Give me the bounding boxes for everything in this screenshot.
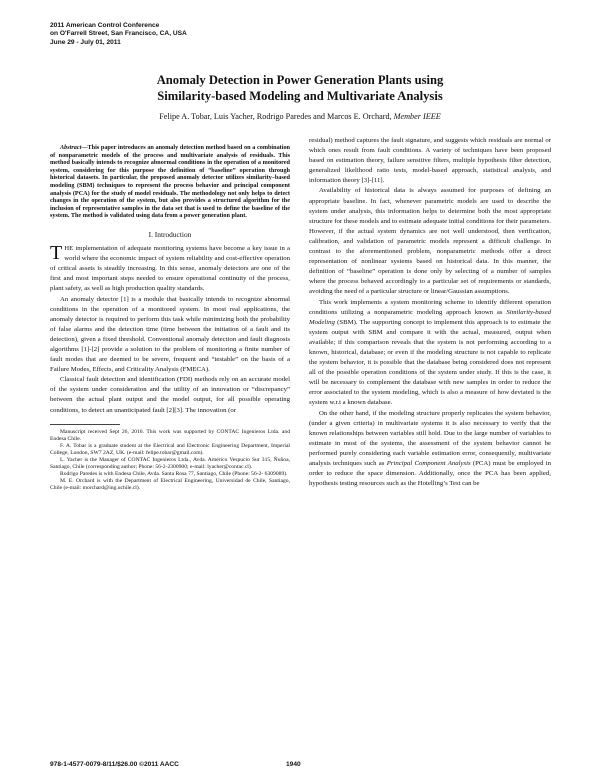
intro-paragraph-2: An anomaly detector [1] is a module that basically intends to recognize abnormal conditions in the operation of a monitored system. In most real applications, the anomaly detector is required to perform this task while minimizing both the probability of false alarms and the detection time (time between the initiation of a fault and its detection), given a fixed threshold. Conventional anomaly detection and fault diagnosis algorithms [1]-[2] provide a solution to the problem of monitoring a finite number of fault modes that are deemed to be severe, frequent and “testable” on the basis of a Failure Modes, Effects, and Criticality Analysis (FMECA). [50, 295, 290, 374]
conference-header [50, 22, 187, 47]
intro-paragraph-3: Classical fault detection and identification (FDI) methods rely on an accurate model of the system under consideration and the utility of an innovation or “discrepancy” between the actual plant output and the model output, for all possible operating conditions, to detect an unanticipated fault [2][3]. The innovation (or [50, 376, 290, 414]
abstract-label: Abstract [60, 144, 82, 151]
drop-cap: T [50, 242, 63, 265]
left-column [50, 136, 290, 492]
body-paragraph-3: This work implements a system monitoring scheme to identify different operation conditions utilizing a nonparametric modeling approach known as Similarity-based Modeling (SBM). The supporting concept to implement this approach is to estimate the system output with SBM and compare it with the actual, measured, output when available; if this comparison reveals that the system is not performing according to a known, historical, database; or even if the modeling structure is not capable to replicate the system behavior, it is possible that the database being considered does not represent all of the possible operation conditions of the system under study. If this is the case, it will be necessary to complement the database with new samples in order to reduce the error associated to the system modeling, which is also a measure of how deviated is the system w.r.t a known database. [309, 298, 551, 407]
body-paragraph-2: Availability of historical data is always assumed for purposes of defining an appropriate baseline. In fact, whenever parametric models are used to describe the system under analysis, this information helps to determine both the most appropriate structure for these models and to estimate adequate initial conditions for their parameters. However, if the actual system dynamics are not well understood, then verification, calibration, and validation of parametric models represent a difficult challenge. In contrast to the aforementioned problem, nonparametric methods offer a direct representation of nonlinear systems based on historical data. In this manner, the definition of “baseline” operation is done only by selecting of a number of samples where the process behaved accordingly to a particular set of requirements or standards, avoiding the need of a particular structure or linear/Gaussian assumptions. [309, 187, 551, 296]
page-number: 1940 [286, 761, 301, 768]
paper-title: Anomaly Detection in Power Generation Plants using Similarity-based Modeling and Multivariate Analysis [156, 73, 444, 103]
body-paragraph-4: On the other hand, if the modeling structure properly replicates the system behavior, (under a given criteria) in multivariate systems it is also necessary to verify that the known relationships between variables still hold. Due to the large number of variables to estimate in most of the systems, the assessment of the system behavior cannot be performed purely considering each variable estimation error, consequently, multivariate analysis techniques such as Principal Component Analysis (PCA) must be employed in order to reduce the space dimension. Additionally, once the PCA has been applied, hypothesis testing resources such as the Hotelling’s Test can be [309, 409, 552, 488]
author-list: Felipe A. Tobar, Luis Yacher, Rodrigo Paredes and Marcos E. Orchard, Member IEEE [159, 112, 441, 121]
footnote-author-orchard: M. E. Orchard is with the Department of Electrical Engineering, Universidad de Chile, Santiago, Chile (e-mail: morchard@ing.uchile.cl). [50, 477, 290, 491]
isbn-copyright: 978-1-4577-0079-8/11/$26.00 ©2011 AACC [50, 761, 179, 768]
footnote-author-paredes: Rodrigo Paredes is with Endesa Chile, Avda. Santa Rosa 77, Santiago, Chile (Phone: 56-2- 6309089). [60, 470, 288, 477]
footnote-author-tobar: F. A. Tobar is a graduate student at the Electrical and Electronic Engineering Department, Imperial College, London, SW7 2AZ, UK. (e-mail: felipe.tobar@gmail.com). [50, 442, 290, 456]
author-membership: Member IEEE [393, 112, 441, 121]
footnote-author-yacher: L. Yacher is the Manager of CONTAC Ingenieros Ltda., Avda. Américo Vespucio Sur 315, Ñuñoa, Santiago, Chile (corresponding author; Phone: 56-2-2300900; e-mail: lyacher@contac.cl). [50, 456, 290, 470]
footnote-divider [50, 424, 120, 425]
abstract: Abstract—This paper introduces an anomaly detection method based on a combination of nonparametric models of the process and multivariate analysis of residuals. This method basically intends to recognize abnormal conditions in the operation of a monitored system, considering for this purpose the definition of “baseline” operation through historical datasets. In particular, the proposed anomaly detector utilizes similarity–based modeling (SBM) techniques to represent the process behavior and principal component analysis (PCA) for the study of model residuals. The methodology not only helps to detect changes in the operation of the system, but also provides a structured algorithm for the inclusion of representative samples in the data set that is used to define the baseline of the system. The method is validated using data from a power generation plant. [50, 144, 290, 220]
conference-dates: June 29 - July 01, 2011 [50, 38, 121, 46]
intro-paragraph-1: THE implementation of adequate monitoring systems have become a key issue in a world where the economic impact of system reliability and cost-effective operation of critical assets is steadily increasing. In this sense, anomaly detectors are one of the first and most important steps needed to ensure operational continuity of the process, plant safety, as well as high production quality standards. [50, 242, 290, 293]
conference-venue: on O'Farrell Street, San Francisco, CA, USA [50, 30, 187, 38]
section-heading: I. Introduction [148, 229, 192, 239]
right-column [309, 136, 551, 489]
footnote-manuscript: Manuscript received Sept 26, 2010. This work was supported by CONTAC Ingenieros Ltda. and Endesa Chile. [50, 428, 290, 442]
conference-name: 2011 American Control Conference [50, 22, 160, 29]
body-paragraph-1: residual) method captures the fault signature, and suggests which residuals are normal or which ones result from fault conditions. A variety of techniques have been proposed based on estimation theory, failure sensitive filters, multiple hypothesis filter detection, generalized likelihood ratio tests, model-based approach, statistical analysis, and information theory [3]-[11]. [309, 137, 551, 185]
